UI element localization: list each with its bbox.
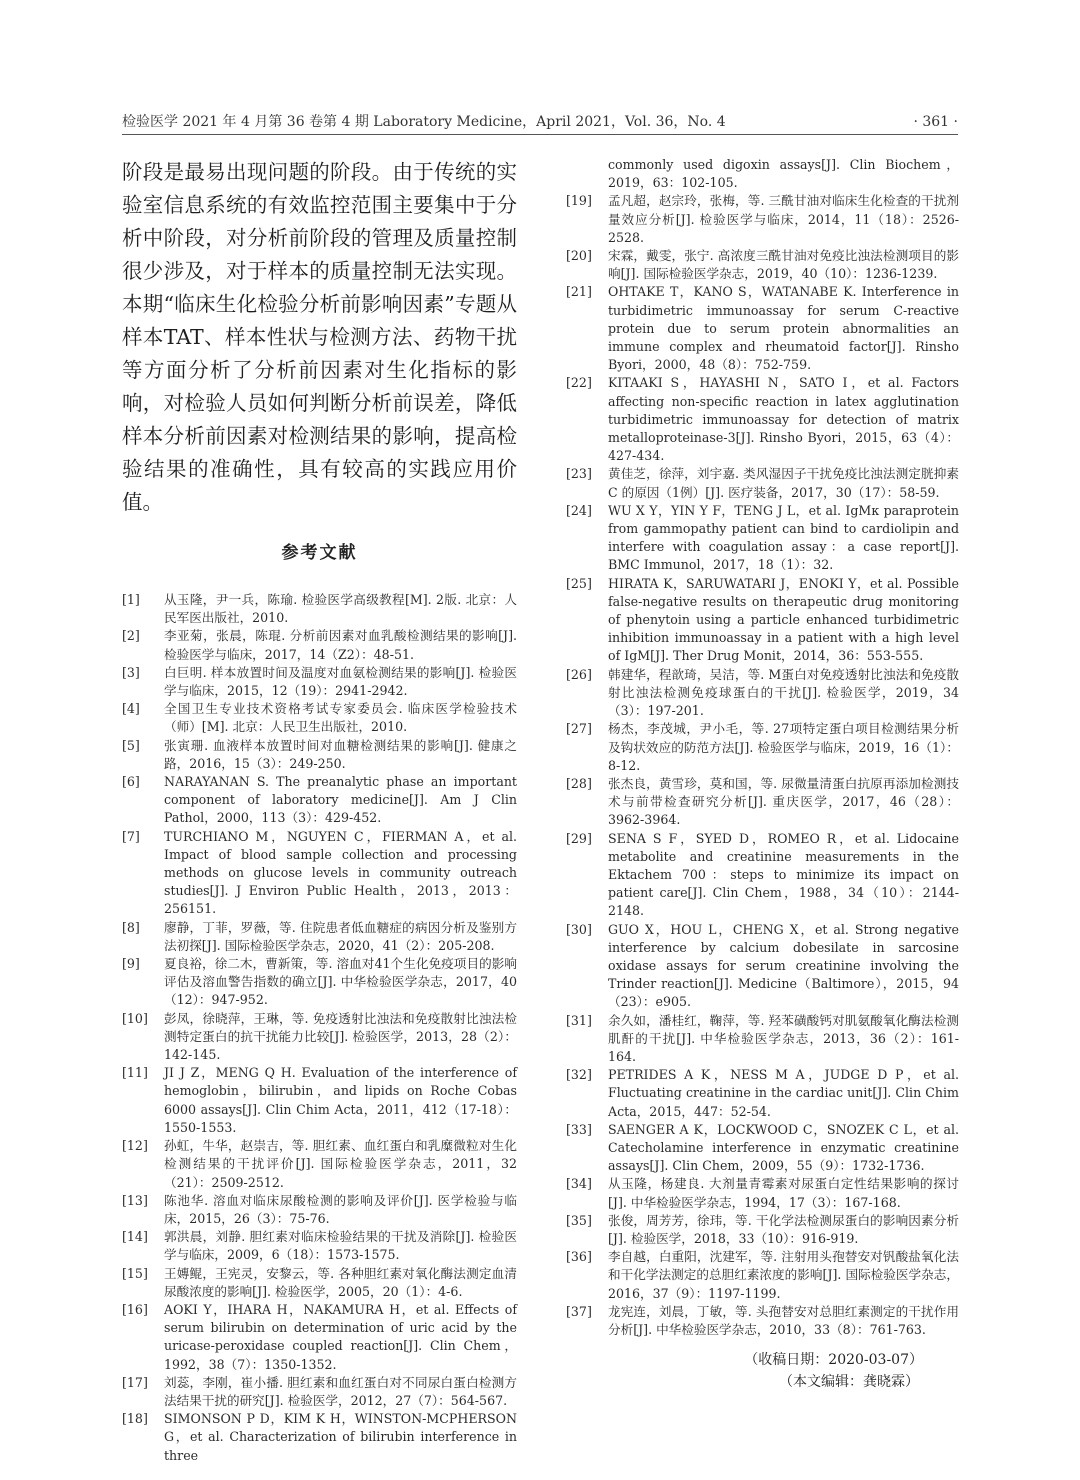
reference-list-right [566,192,959,1339]
reference-number: [26] [566,666,592,682]
reference-number: [29] [566,830,592,846]
reference-text: 刘蕊，李刚，崔小播. 胆红素和血红蛋白对不同尿白蛋白检测方法结果干扰的研究[J]. 检验医学，2012，27（7）：564-567. [164,1374,517,1408]
reference-text: 郭洪晨，刘静. 胆红素对临床检验结果的干扰及消除[J]. 检验医学与临床，2009，6（18）：1573-1575. [164,1229,517,1263]
reference-number: [1] [122,592,140,607]
reference-number: [10] [122,1010,148,1026]
reference-number: [28] [566,775,592,791]
reference-item [566,575,959,666]
reference-item [566,192,959,247]
reference-text: 陈池华. 溶血对临床尿酸检测的影响及评价[J]. 医学检验与临床，2015，26（3）：75-76. [164,1192,517,1226]
reference-text: GUO X，HOU L，CHENG X，et al. Strong negative interference by calcium dobesilate in sarcosine oxidase assays for serum creatinine involving the Trinder reaction[J]. Medicine（Baltimore），2015，94（23）：e905. [608,921,959,1010]
reference-number: [19] [566,193,592,209]
reference-item [122,627,517,663]
reference-number: [8] [122,919,140,935]
reference-item [122,1228,517,1264]
reference-number: [7] [122,828,140,844]
reference-item [566,1066,959,1121]
reference-text: TURCHIANO M，NGUYEN C，FIERMAN A，et al. Impact of blood sample collection and processing methods on glucose levels in community outreach studies[J]. J Environ Public Health，2013，2013：256151. [164,828,517,917]
reference-text: 夏良裕，徐二木，曹新策，等. 溶血对41个生化免疫项目的影响评估及溶血警告指数的确立[J]. 中华检验医学杂志，2017，40（12）：947-952. [164,956,517,1008]
reference-text: 廖静，丁菲，罗薇，等. 住院患者低血糖症的病因分析及鉴别方法初探[J]. 国际检验医学杂志，2020，41（2）：205-208. [164,919,517,953]
reference-text: 李自越，白重阳，沈建军，等. 注射用头孢替安对钒酸盐氧化法和干化学法测定的总胆红素浓度的影响[J]. 国际检验医学杂志，2016，37（9）：1197-1199. [608,1249,959,1301]
reference-number: [17] [122,1374,148,1390]
reference-number: [6] [122,774,140,790]
reference-text: OHTAKE T，KANO S，WATANABE K. Interference in turbidimetric immunoassay for serum C-reactive protein due to serum protein abnormalities an immune complex and rheumatoid factor[J]. Rinsho Byori，2000，48（8）：752-759. [608,284,959,373]
reference-item [566,283,959,374]
reference-item [122,828,517,919]
editor-note: （本文编辑：龚晓霖） [779,1374,919,1391]
reference-item [122,955,517,1010]
reference-number: [27] [566,721,592,737]
reference-number: [13] [122,1192,148,1208]
references-heading: 参考文献 [281,543,358,563]
reference-text: 韩建华，程歆琦，吴洁，等. M蛋白对免疫透射比浊法和免疫散射比浊法检测免疫球蛋白的干扰[J]. 检验医学，2019，34（3）：197-201. [608,666,959,719]
reference-number: [22] [566,375,592,391]
reference-text: 杨杰，李茂城，尹小毛，等. 27项特定蛋白项目检测结果分析及钩状效应的防范方法[J]. 检验医学与临床，2019，16（1）：8-12. [608,721,959,773]
reference-item [122,664,517,700]
reference-item [566,1303,959,1339]
reference-item [566,720,959,775]
reference-item [566,1248,959,1303]
reference-number: [36] [566,1249,592,1265]
reference-item [566,1175,959,1211]
reference-number: [18] [122,1411,148,1427]
reference-item [566,502,959,575]
reference-text: 孟凡超，赵宗玲，张梅，等. 三酰甘油对临床生化检查的干扰剂量效应分析[J]. 检验医学与临床，2014，11（18）：2526-2528. [608,193,959,245]
received-date: （收稿日期：2020-03-07） [744,1352,923,1369]
body-paragraph: 阶段是最易出现问题的阶段。由于传统的实验室信息系统的有效监控范围主要集中于分析中阶段，对分析前阶段的管理及质量控制很少涉及，对于样本的质量控制无法实现。本期“临床生化检验分析前影响因素”专题从样本TAT、样本性状与检测方法、药物干扰等方面分析了分析前因素对生化指标的影响，对检验人员如何判断分析前误差，降低样本分析前因素对检测结果的影响，提高检验结果的准确性，具有较高的实践应用价值。 [122,160,517,514]
reference-number: [25] [566,575,592,591]
reference-item [566,1212,959,1248]
reference-text: 从玉隆，尹一兵，陈瑜. 检验医学高级教程[M]. 2版. 北京：人民军医出版社，2010. [164,592,517,626]
reference-number: [20] [566,248,592,264]
reference-item [122,1301,517,1374]
reference-item [566,465,959,501]
reference-text: SENA S F，SYED D，ROMEO R，et al. Lidocaine metabolite and creatinine measurements in the Ektachem 700：steps to minimize its impact on patient care[J]. Clin Chem，1988，34（10）：2144-2148. [608,830,959,919]
reference-text: 宋霖，戴雯，张宁. 高浓度三酰甘油对免疫比浊法检测项目的影响[J]. 国际检验医学杂志，2019，40（10）：1236-1239. [608,248,959,282]
reference-item [122,1410,517,1465]
reference-number: [15] [122,1265,148,1281]
reference-text: 张杰良，黄雪珍，莫和国，等. 尿微量清蛋白抗原再添加检测技术与前带检查研究分析[J]. 重庆医学，2017，46（28）：3962-3964. [608,775,959,828]
reference-item [122,1192,517,1228]
reference-text: 从玉隆，杨建良. 大剂量青霉素对尿蛋白定性结果影响的探讨[J]. 中华检验医学杂志，1994，17（3）：167-168. [608,1176,959,1210]
reference-item [122,1265,517,1301]
reference-text: SAENGER A K，LOCKWOOD C，SNOZEK C L，et al. Catecholamine interference in enzymatic creatinine assays[J]. Clin Chem，2009，55（9）：1732-1736. [608,1121,959,1174]
reference-item [566,921,959,1012]
reference-item [122,591,517,627]
reference-item [122,1010,517,1065]
page-number: · 361 · [913,114,958,130]
reference-number: [23] [566,466,592,482]
journal-citation: 检验医学 2021 年 4 月第 36 卷第 4 期 Laboratory Medicine，April 2021，Vol. 36，No. 4 [122,114,726,130]
reference-text: 黄佳芝，徐萍，刘宇嘉. 类风湿因子干扰免疫比浊法测定胱抑素 C 的原因（1例）[J]. 医疗装备，2017，30（17）：58-59. [608,466,959,500]
reference-text: 李亚菊，张晨，陈琨. 分析前因素对血乳酸检测结果的影响[J]. 检验医学与临床，2017，14（Z2）：48-51. [164,628,517,662]
reference-text: JI J Z，MENG Q H. Evaluation of the interference of hemoglobin，bilirubin，and lipids on Roche Cobas 6000 assays[J]. Clin Chim Acta，2011，412（17-18）：1550-1553. [164,1065,517,1135]
reference-item [566,666,959,721]
reference-text: 张俊，周芳芳，徐玮，等. 干化学法检测尿蛋白的影响因素分析[J]. 检验医学，2018，33（10）：916-919. [608,1212,959,1246]
reference-number: [31] [566,1012,592,1028]
reference-item [566,247,959,283]
reference-item [122,919,517,955]
reference-number: [34] [566,1176,592,1192]
reference-text: 张寅珊. 血液样本放置时间对血糖检测结果的影响[J]. 健康之路，2016，15（3）：249-250. [164,737,517,771]
reference-item [122,1137,517,1192]
reference-item [566,374,959,465]
reference-text: 全国卫生专业技术资格考试专家委员会. 临床医学检验技术（师）[M]. 北京：人民卫生出版社，2010. [164,701,517,735]
reference-text: 白巨明. 样本放置时间及温度对血氨检测结果的影响[J]. 检验医学与临床，2015，12（19）：2941-2942. [164,664,517,699]
reference-item [122,700,517,736]
reference-number: [32] [566,1067,592,1083]
reference-number: [24] [566,502,592,518]
reference-number: [12] [122,1138,148,1154]
reference-item [122,1374,517,1410]
reference-item [122,773,517,828]
reference-text: 孙虹，牛华，赵崇吉，等. 胆红素、血红蛋白和乳糜微粒对生化检测结果的干扰评价[J]. 国际检验医学杂志，2011，32（21）：2509-2512. [164,1138,517,1190]
reference-number: [2] [122,628,140,644]
reference-number: [3] [122,664,140,680]
left-column [122,156,517,1465]
reference-number: [4] [122,701,140,717]
reference-text: HIRATA K，SARUWATARI J，ENOKI Y，et al. Possible false-negative results on therapeutic drug monitoring of phenytoin using a particle enhanced turbidimetric inhibition immunoassay in a patient with a high level of IgM[J]. Ther Drug Monit，2014，36：553-555. [608,575,959,664]
reference-item [566,775,959,830]
reference-number: [9] [122,956,140,972]
reference-continuation: commonly used digoxin assays[J]. Clin Biochem，2019，63：102-105. [608,157,959,191]
reference-text: PETRIDES A K，NESS M A，JUDGE D P，et al. Fluctuating creatinine in the cardiac unit[J]. Clin Chim Acta，2015，447：52-54. [608,1067,959,1119]
reference-item [566,830,959,921]
reference-number: [35] [566,1212,592,1228]
right-column [566,156,959,1393]
reference-item [566,1012,959,1067]
reference-text: NARAYANAN S. The preanalytic phase an important component of laboratory medicine[J]. Am J Clin Pathol，2000，113（3）：429-452. [164,774,517,826]
reference-number: [21] [566,284,592,300]
reference-number: [11] [122,1065,148,1081]
running-header [122,112,958,135]
reference-number: [5] [122,737,140,753]
reference-item [122,737,517,773]
reference-text: KITAAKI S，HAYASHI N，SATO I，et al. Factors affecting non-specific reaction in latex agglutination turbidimetric immunoassay for detection of matrix metalloproteinase-3[J]. Rinsho Byori，2015，63（4）：427-434. [608,375,959,464]
reference-text: AOKI Y，IHARA H，NAKAMURA H，et al. Effects of serum bilirubin on determination of uric acid by the uricase-peroxidase coupled reaction[J]. Clin Chem，1992，38（7）：1350-1352. [164,1301,517,1372]
reference-text: 龙宪连，刘晨，丁敏，等. 头孢替安对总胆红素测定的干扰作用分析[J]. 中华检验医学杂志，2010，33（8）：761-763. [608,1303,959,1337]
reference-text: 王嫥鲲，王宪灵，安黎云，等. 各种胆红素对氧化酶法测定血清尿酸浓度的影响[J]. 检验医学，2005，20（1）：4-6. [164,1265,517,1299]
reference-number: [14] [122,1229,148,1245]
reference-item [122,1064,517,1137]
reference-text: 余久如，潘桂红，鞠萍，等. 羟苯磺酸钙对肌氨酸氧化酶法检测肌酐的干扰[J]. 中华检验医学杂志，2013，36（2）：161-164. [608,1012,959,1064]
reference-number: [16] [122,1301,148,1317]
reference-number: [30] [566,921,592,937]
reference-number: [37] [566,1303,592,1319]
reference-text: SIMONSON P D，KIM K H，WINSTON-MCPHERSON G，et al. Characterization of bilirubin interference in three [164,1411,517,1463]
reference-item [566,1121,959,1176]
reference-list-left [122,591,517,1465]
reference-number: [33] [566,1121,592,1137]
reference-text: 彭凤，徐晓萍，王琳，等. 免疫透射比浊法和免疫散射比浊法检测特定蛋白的抗干扰能力比较[J]. 检验医学，2013，28（2）：142-145. [164,1010,517,1063]
reference-text: WU X Y，YIN Y F，TENG J L，et al. IgMκ paraprotein from gammopathy patient can bind to cardiolipin and interfere with coagulation assay：a case report[J]. BMC Immunol，2017，18（1）：32. [608,502,959,573]
